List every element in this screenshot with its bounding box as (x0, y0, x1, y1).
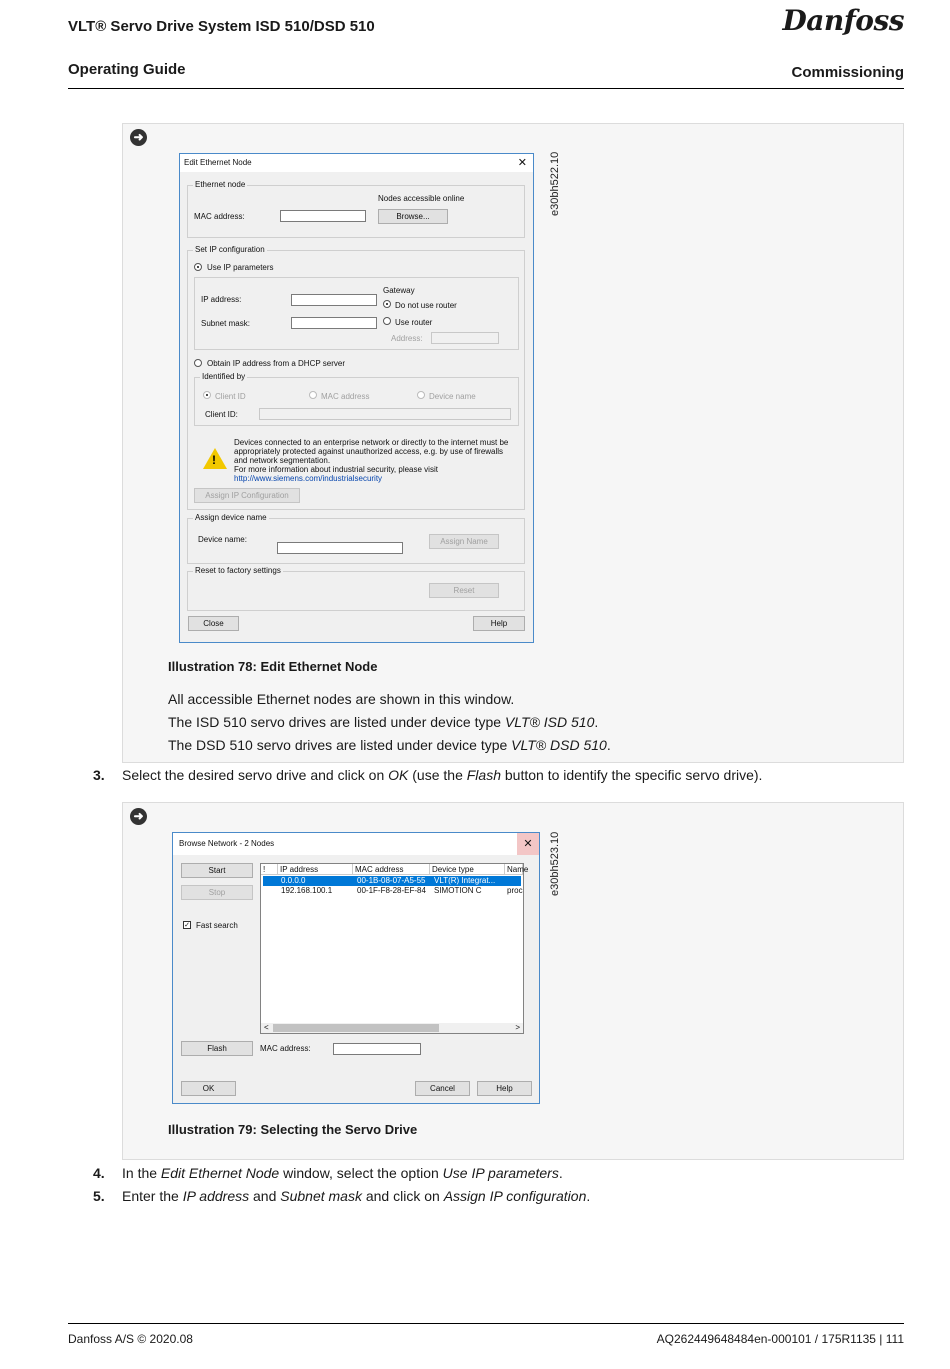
fast-search-checkbox[interactable]: ✓ (184, 922, 190, 929)
image-code-78: e30bh522.10 (549, 151, 561, 216)
document-subtitle: Operating Guide (68, 61, 186, 78)
close-button[interactable]: Close (188, 616, 239, 631)
caption-78: Illustration 78: Edit Ethernet Node (168, 659, 378, 674)
reset-button[interactable]: Reset (429, 583, 499, 598)
column-header-device-type[interactable]: Device type (430, 864, 505, 875)
group-label: Assign device name (195, 513, 267, 522)
client-id-input[interactable] (259, 408, 511, 420)
assign-ip-button[interactable]: Assign IP Configuration (194, 488, 300, 503)
column-header-ip[interactable]: IP address (278, 864, 353, 875)
use-router-label: Use router (395, 318, 433, 327)
column-header-name[interactable]: Name (507, 865, 529, 874)
dhcp-label: Obtain IP address from a DHCP server (207, 359, 345, 368)
mac-option: MAC address (321, 392, 370, 401)
device-type-isd: VLT® ISD 510 (504, 714, 595, 730)
router-address-label: Address: (391, 334, 423, 343)
step-3-text: Select the desired servo drive and click on OK (use the Flash button to identify the specific servo drive). (122, 767, 763, 783)
subnet-mask-label: Subnet mask: (201, 319, 250, 328)
footer-doc-id: AQ262449648484en-000101 / 175R1135 | 111 (656, 1332, 904, 1346)
group-label: Ethernet node (195, 180, 246, 189)
header-rule (68, 88, 904, 89)
mac-address-label: MAC address: (260, 1044, 311, 1053)
caption-79: Illustration 79: Selecting the Servo Drive (168, 1122, 418, 1137)
table-row[interactable]: 192.168.100.1 00-1F-F8-28-EF-84 SIMOTION C proc (281, 886, 523, 895)
use-router-radio[interactable] (383, 317, 391, 325)
mac-address-label: MAC address: (194, 212, 245, 221)
subnet-mask-input[interactable] (291, 317, 377, 329)
device-name-option: Device name (429, 392, 476, 401)
use-ip-label: Use IP parameters (207, 263, 274, 272)
window-title: Edit Ethernet Node (184, 158, 252, 167)
client-id-option: Client ID (215, 392, 246, 401)
step-5-text: Enter the IP address and Subnet mask and click on Assign IP configuration. (122, 1188, 591, 1204)
column-header-flag[interactable]: ! (261, 864, 278, 875)
danfoss-logo: Danfoss (782, 4, 904, 37)
stop-button[interactable]: Stop (181, 885, 253, 900)
security-link[interactable]: http://www.siemens.com/industrialsecurity (234, 474, 383, 483)
ip-config-group: Set IP configuration Use IP parameters IP address: Subnet mask: Gateway Do not use router Use router Address: Obtain IP address from a DHCP server Identified by Client ID MAC address Device name Client ID: ! Devices connected to an enterprise network or directly to the internet must be appropriately protected against unauthorized access, e.g. by use of firewalls and network segmentation. For more information about industrial security, please visit http://www.siemens.com/industrialsecurity Assign IP Configuration (187, 250, 525, 510)
cancel-button[interactable]: Cancel (415, 1081, 470, 1096)
group-label: Set IP configuration (195, 245, 265, 254)
mac-option-radio[interactable] (309, 391, 317, 399)
ip-params-box (194, 277, 519, 350)
footer-rule (68, 1323, 904, 1324)
scroll-right-icon[interactable]: > (515, 1023, 520, 1032)
step-4-text: In the Edit Ethernet Node window, select the option Use IP parameters. (122, 1165, 563, 1181)
browse-button[interactable]: Browse... (378, 209, 448, 224)
document-title: VLT® Servo Drive System ISD 510/DSD 510 (68, 18, 375, 35)
arrow-right-circle-icon: ➜ (130, 129, 147, 146)
window-title: Browse Network - 2 Nodes (179, 839, 275, 848)
group-label: Identified by (202, 372, 246, 381)
mac-address-field[interactable] (333, 1043, 421, 1055)
client-id-label: Client ID: (205, 410, 238, 419)
nodes-list[interactable] (260, 863, 529, 1034)
step-3-number: 3. (93, 767, 105, 783)
group-label: Reset to factory settings (195, 566, 281, 575)
device-name-label: Device name: (198, 535, 247, 544)
paragraph-3: The DSD 510 servo drives are listed under device type VLT® DSD 510. (168, 737, 611, 753)
device-type-dsd: VLT® DSD 510 (511, 737, 607, 753)
device-name-input[interactable] (277, 542, 403, 554)
router-address-input[interactable] (431, 332, 499, 344)
warning-line-4: For more information about industrial security, please visit (234, 465, 438, 474)
gateway-label: Gateway (383, 286, 415, 295)
step-5-number: 5. (93, 1188, 105, 1204)
warning-line-2: appropriately protected against unauthorized access, e.g. by use of firewalls (234, 447, 504, 456)
column-header-mac[interactable]: MAC address (353, 864, 430, 875)
ok-button[interactable]: OK (181, 1081, 236, 1096)
ip-address-input[interactable] (291, 294, 377, 306)
table-row[interactable]: 0.0.0.0 00-1B-08-07-A5-55 VLT(R) Integrat... (263, 876, 521, 886)
close-icon[interactable]: ✕ (517, 833, 539, 855)
help-button[interactable]: Help (477, 1081, 532, 1096)
scroll-thumb[interactable] (273, 1024, 439, 1032)
client-id-radio[interactable] (203, 391, 211, 399)
paragraph-1: All accessible Ethernet nodes are shown in this window. (168, 691, 515, 707)
title-bar (180, 154, 533, 172)
fast-search-label: Fast search (196, 921, 238, 930)
paragraph-2: The ISD 510 servo drives are listed under device type VLT® ISD 510. (168, 714, 599, 730)
assign-device-name-group (187, 513, 525, 564)
no-router-radio[interactable] (383, 300, 391, 308)
assign-name-button[interactable]: Assign Name (429, 534, 499, 549)
arrow-right-circle-icon: ➜ (130, 808, 147, 825)
no-router-label: Do not use router (395, 301, 457, 310)
footer-copyright: Danfoss A/S © 2020.08 (68, 1332, 193, 1346)
browse-network-window (172, 832, 540, 1104)
horizontal-scrollbar[interactable] (261, 1023, 523, 1033)
step-4-number: 4. (93, 1165, 105, 1181)
section-title: Commissioning (791, 64, 904, 81)
nodes-online-label: Nodes accessible online (378, 194, 465, 203)
image-code-79: e30bh523.10 (549, 831, 561, 896)
close-icon[interactable]: ✕ (517, 157, 527, 169)
factory-reset-group (187, 566, 525, 611)
edit-ethernet-node-window (179, 153, 534, 643)
ip-address-label: IP address: (201, 295, 242, 304)
ethernet-node-group (187, 180, 525, 238)
warning-line-3: and network segmentation. (234, 456, 331, 465)
help-button[interactable]: Help (473, 616, 525, 631)
use-ip-radio[interactable] (194, 263, 202, 271)
flash-button[interactable]: Flash (181, 1041, 253, 1056)
device-name-radio[interactable] (417, 391, 425, 399)
dhcp-radio[interactable] (194, 359, 202, 367)
start-button[interactable]: Start (181, 863, 253, 878)
mac-address-input[interactable] (280, 210, 366, 222)
warning-line-1: Devices connected to an enterprise network or directly to the internet must be (234, 438, 509, 447)
scroll-left-icon[interactable]: < (264, 1023, 269, 1032)
title-bar (173, 833, 539, 855)
identified-by-group (194, 372, 519, 426)
